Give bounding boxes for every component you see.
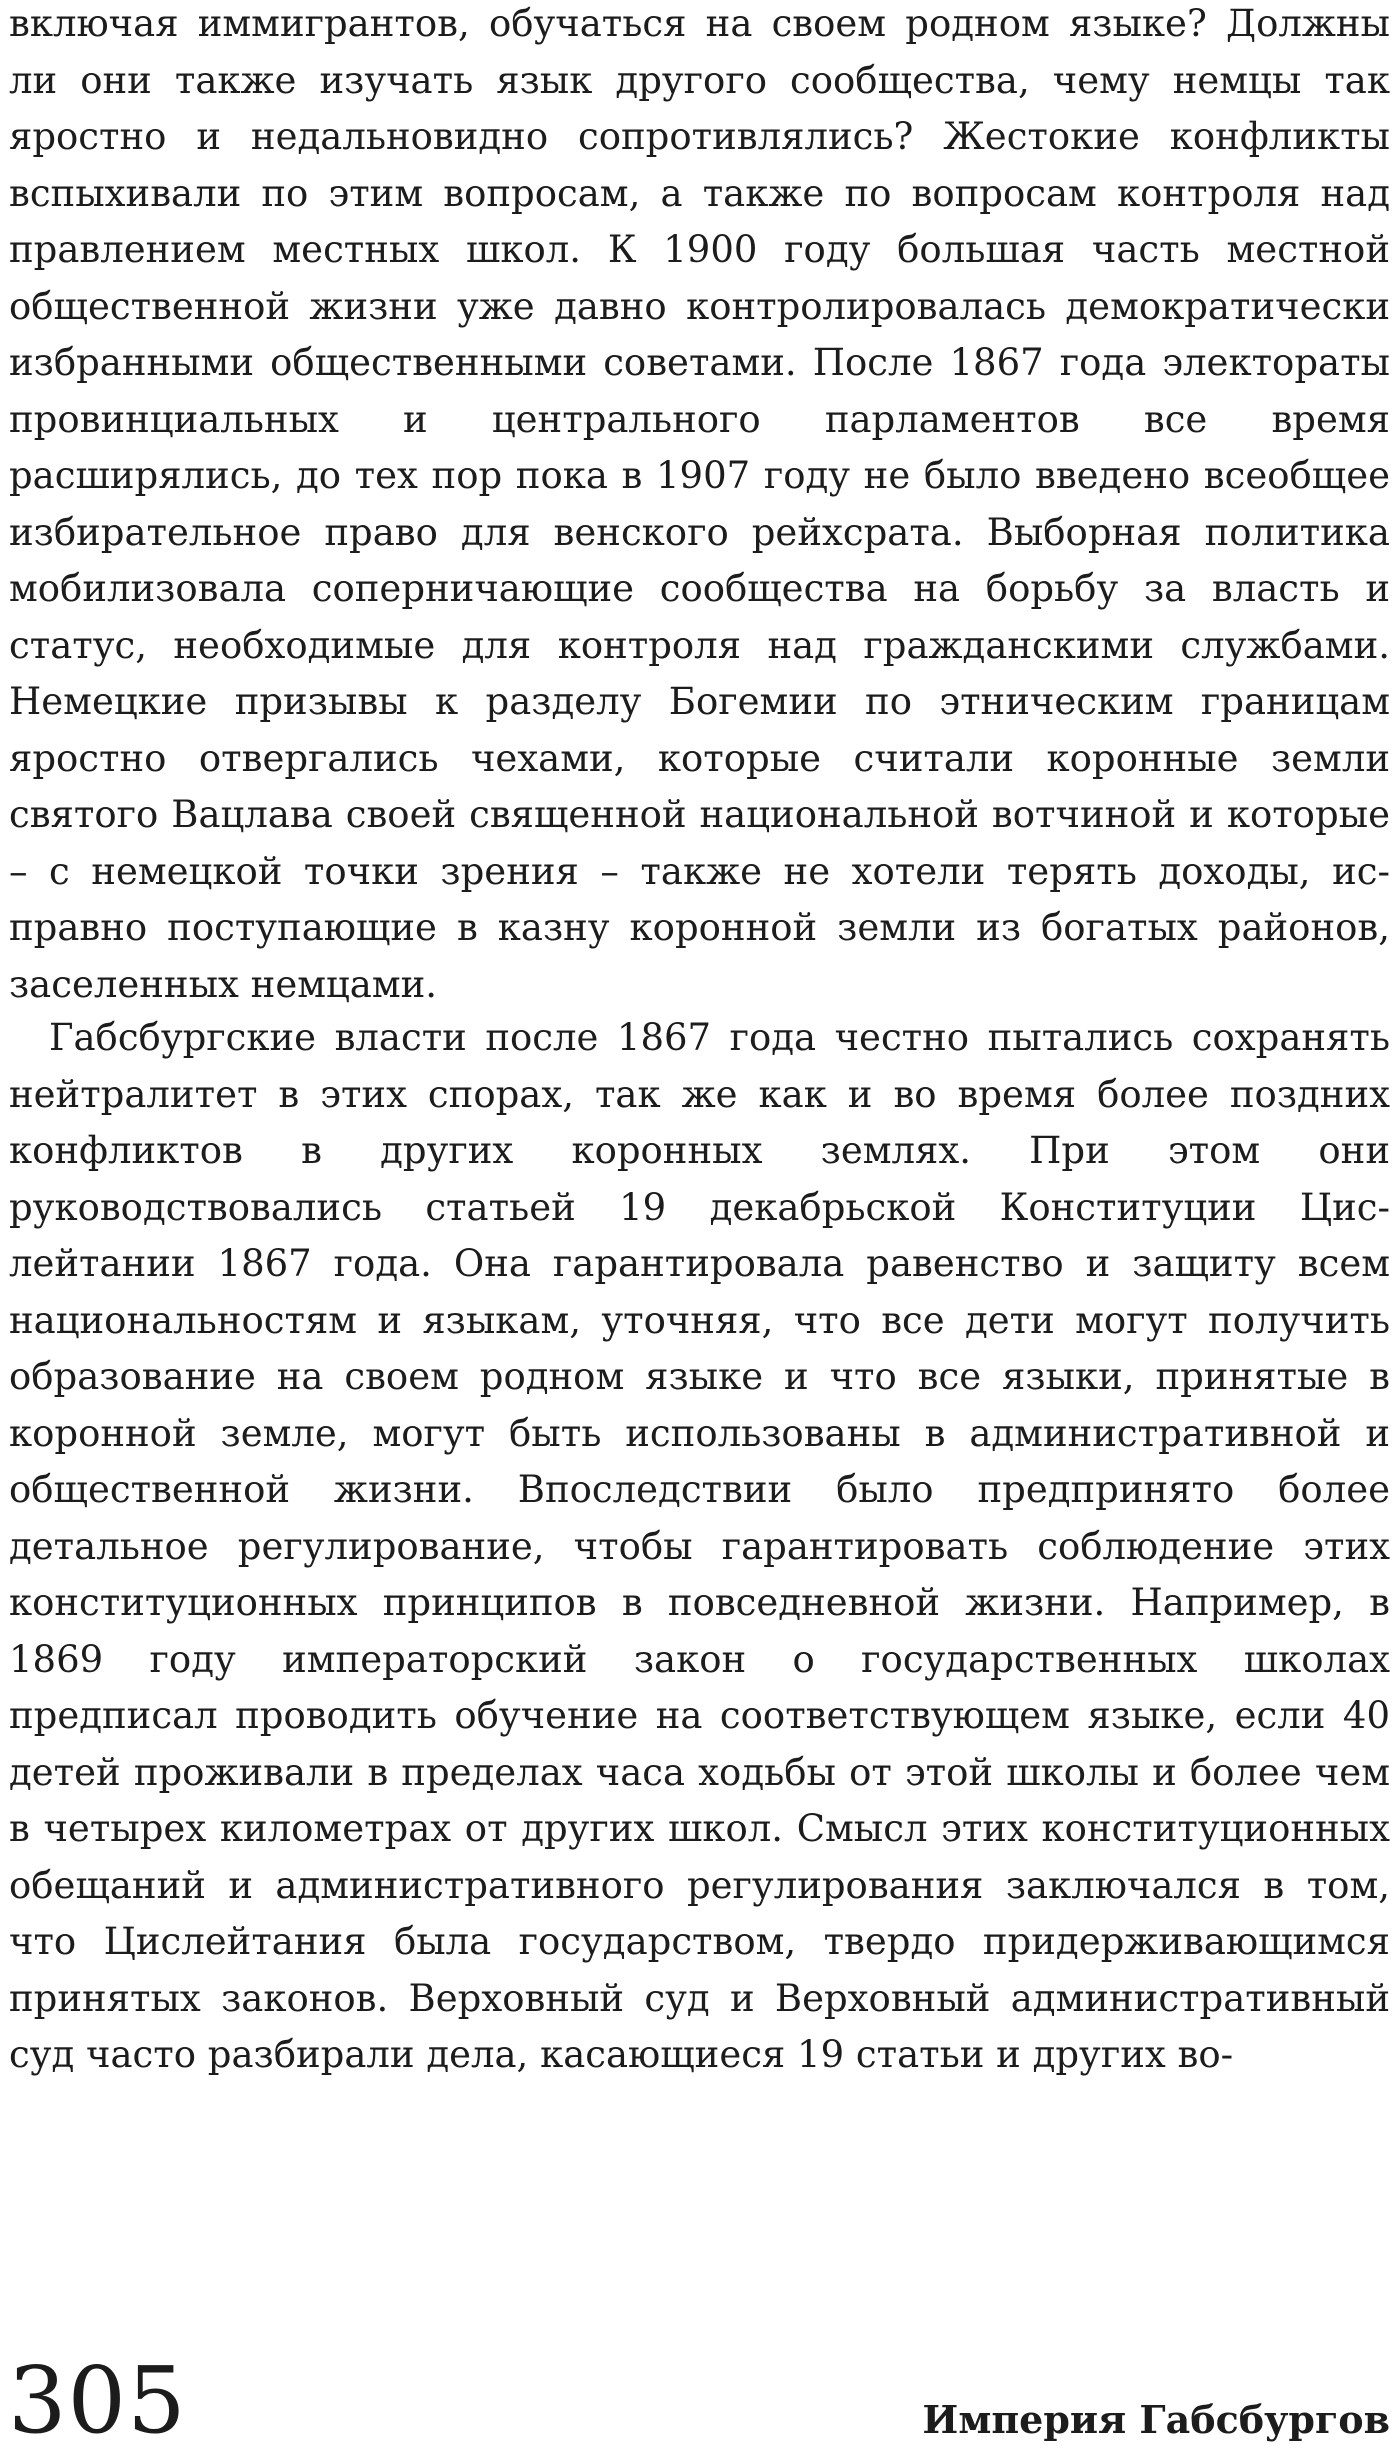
page-number: 305: [8, 2347, 187, 2454]
body-paragraph-2: Габсбургские власти после 1867 года честно пытались сохранять нейтралитет в этих спорах, так же как и во время более поздних конфликтов в других коронных землях. При этом они руководствовались статьей 19 декабрьской Конституции Цислейтании 1867 года. Она гарантировала равенство и защиту всем национальностям и языкам, уточняя, что все дети могут получить образование на своем родном языке и что все языки, принятые в коронной земле, могут быть использованы в административной и общественной жизни. Впоследствии было предпринято более детальное регулирование, чтобы гарантировать соблюдение этих конституционных принципов в повседневной жизни. Например, в 1869 году императорский закон о государственных школах предписал проводить обучение на соответствующем языке, если 40 детей проживали в пределах часа ходьбы от этой школы и более чем в четырех километрах от других школ. Смысл этих конституционных обещаний и административного регулирования заключался в том, что Цислейтания была государством, твердо придерживающимся принятых законов. Верховный суд и Верховный административный суд часто разбирали дела, касающиеся 19 статьи и других во-: [9, 1016, 1390, 2076]
running-footer-title: Империя Габсбургов: [922, 2397, 1390, 2442]
body-paragraph-1: включая иммигрантов, обучаться на своем родном языке? Должны ли они также изучать язык другого сообщества, чему немцы так яростно и недальновидно сопротивлялись? Жестокие конфликты вспыхивали по этим вопросам, а также по вопросам контроля над правлением местных школ. К 1900 году большая часть местной общественной жизни уже давно контролировалась демократически избранными общественными советами. После 1867 года электораты провинциальных и центрального парламентов все время расширялись, до тех пор пока в 1907 году не было введено всеобщее избирательное право для венского рейхсрата. Выборная политика мобилизовала соперничающие сообщества на борьбу за власть и статус, необходимые для контроля над гражданскими службами. Немецкие призывы к разделу Богемии по этническим границам яростно отвергались чехами, которые считали коронные земли святого Вацлава своей священной национальной вотчиной и которые – с немецкой точки зрения – также не хотели терять доходы, исправно поступающие в казну коронной земли из богатых районов, заселенных немцами.: [9, 2, 1390, 1006]
